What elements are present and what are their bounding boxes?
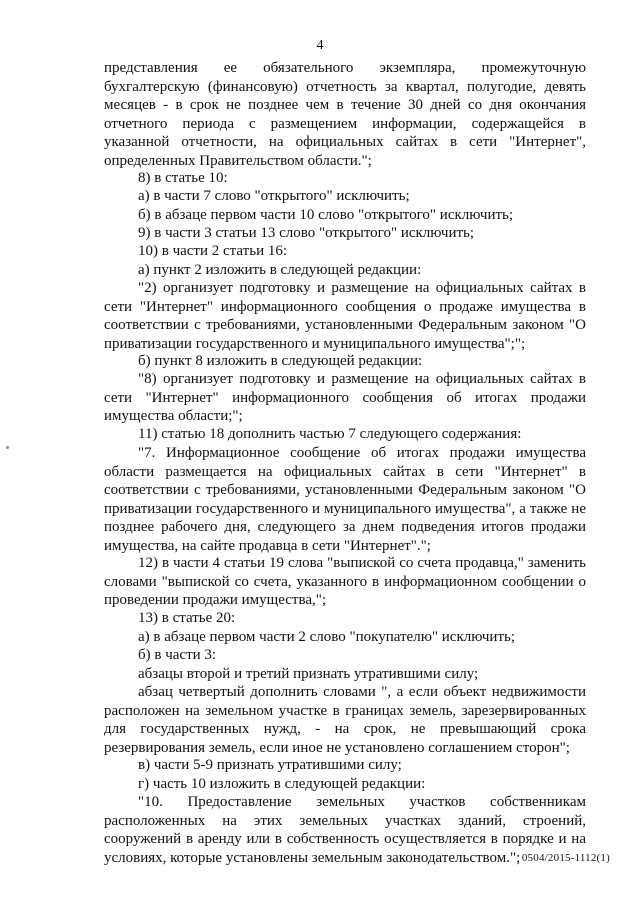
paragraph: б) в абзаце первом части 10 слово "открытого" исключить; — [138, 207, 514, 223]
document-code: 0504/2015-1112(1) — [521, 852, 610, 864]
paragraph: 11) статью 18 дополнить частью 7 следующего содержания: — [138, 426, 522, 442]
paragraph: 8) в статье 10: — [138, 170, 228, 186]
paragraph: абзацы второй и третий признать утратившими силу; — [138, 666, 479, 682]
paragraph: г) часть 10 изложить в следующей редакции: — [138, 776, 426, 792]
paragraph: 9) в части 3 статьи 13 слово "открытого" исключить; — [138, 225, 475, 241]
paragraph: "7. Информационное сообщение об итогах продажи имущества области размещается на официальных сайтах в сети "Интернет" в соответствии с требованиями, установленными Федеральным законом "О приватизации государственного и муниципального имущества", а также не позднее рабочего дня, следующего за днем подведения итогов продажи имущества, на сайте продавца в сети "Интернет"."; — [104, 445, 586, 554]
paragraph: представления ее обязательного экземпляра, промежуточную бухгалтерскую (финансовую) отчетность за квартал, полугодие, девять месяцев - в срок не позднее чем в течение 30 дней со дня окончания отчетного периода с размещением информации, содержащейся в указанной отчетности, на официальных сайтах в сети "Интернет", определенных Правительством области."; — [104, 60, 586, 169]
paragraph: "2) организует подготовку и размещение на официальных сайтах в сети "Интернет" информационного сообщения о продаже имущества в соответствии с требованиями, установленными Федеральным законом "О приватизации государственного и муниципального имущества";"; — [104, 280, 586, 352]
paragraph: в) части 5-9 признать утратившими силу; — [138, 757, 402, 773]
paragraph: а) в части 7 слово "открытого" исключить; — [138, 188, 410, 204]
page-number: 4 — [316, 38, 324, 53]
paragraph: 13) в статье 20: — [138, 610, 236, 626]
paragraph: б) в части 3: — [138, 647, 217, 663]
paragraph: 10) в части 2 статьи 16: — [138, 243, 288, 259]
paragraph: абзац четвертый дополнить словами ", а если объект недвижимости расположен на земельном участке в границах земель, зарезервированных для государственных нужд, - на срок, не превышающий срока резервирования земель, если иное не установлено соглашением сторон"; — [104, 684, 586, 756]
paragraph: а) пункт 2 изложить в следующей редакции: — [138, 262, 422, 278]
paragraph: "8) организует подготовку и размещение на официальных сайтах в сети "Интернет" информационного сообщения об итогах продажи имущества области;"; — [104, 371, 586, 424]
paragraph: 12) в части 4 статьи 19 слова "выпиской со счета продавца," заменить словами "выпиской со счета, указанного в информационном сообщении о проведении продажи имущества,"; — [104, 555, 586, 608]
paragraph: а) в абзаце первом части 2 слово "покупателю" исключить; — [138, 629, 516, 645]
paragraph: "10. Предоставление земельных участков собственникам расположенных на этих земельных участках зданий, строений, сооружений в аренду или в собственность осуществляется в порядке и на условиях, которые установлены земельным законодательством."; — [104, 794, 586, 866]
scan-mark — [6, 446, 9, 449]
paragraph: б) пункт 8 изложить в следующей редакции: — [138, 353, 423, 369]
